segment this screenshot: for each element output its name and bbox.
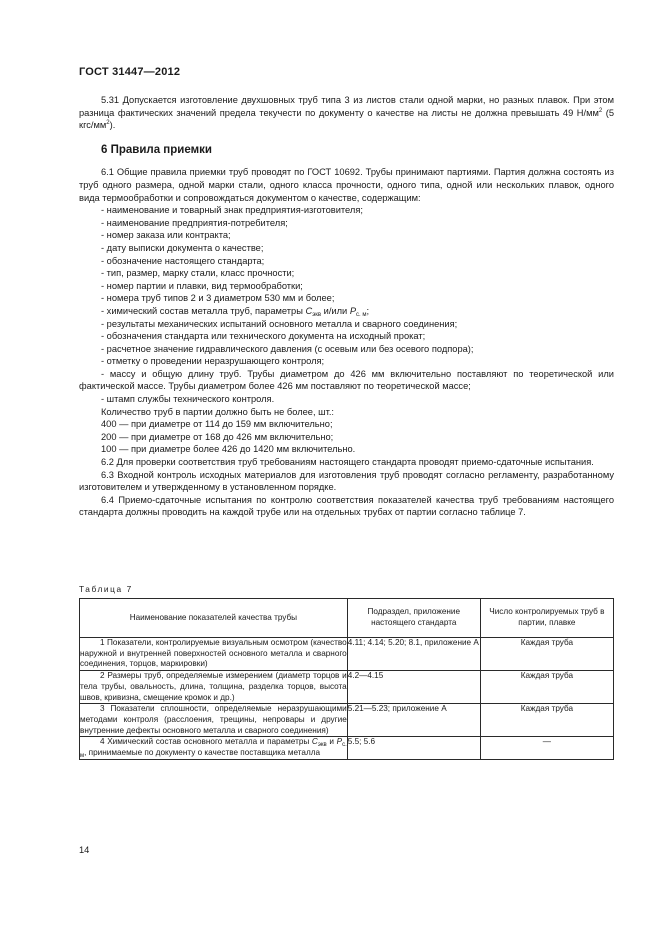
table-cell: 3 Показатели сплошности, определяемые неразрушающими методами контроля (расслоения, трещины, непровары и другие внутренние дефекты основного металла и сварного соединения): [80, 704, 348, 737]
table-7: [79, 598, 614, 760]
list-item: - химический состав металла труб, параметры $C_{экв}$ и/или $P_{с. м}$;: [101, 305, 370, 318]
quantity-line: 100 — при диаметре более 426 до 1420 мм включительно.: [101, 444, 356, 455]
clause-5-31: 5.31 Допускается изготовление двухшовных труб типа 3 из листов стали одной марки, но разных плавок. При этом разница фактических значений предела текучести по документу о качестве на листы не должна превышать 49 $Н/мм^2$ (5 кгс/$мм^2$).: [79, 95, 614, 131]
table-cell: 4.2—4.15: [347, 671, 480, 704]
list-item: - расчетное значение гидравлического давления (с осевым или без осевого подпора);: [101, 343, 474, 354]
table-row: [80, 737, 614, 759]
clause-6-4: 6.4 Приемо-сдаточные испытания по контролю соответствия показателей качества труб требованиям настоящего стандарта должны проводить на каждой трубе или на отдельных трубах от партии согласно таблице 7.: [79, 494, 614, 518]
list-item: - тип, размер, марку стали, класс прочности;: [101, 268, 295, 279]
list-item: - номера труб типов 2 и 3 диаметром 530 мм и более;: [101, 293, 335, 304]
table-cell: 2 Размеры труб, определяемые измерением (диаметр торцов и тела трубы, овальность, длина, толщина, разделка торцов, высота швов, кривизна, смещение кромок и др.): [80, 671, 348, 704]
table-header-cell: Подраздел, приложение настоящего стандарта: [347, 599, 480, 638]
table-cell: —: [480, 737, 613, 759]
quantity-intro: Количество труб в партии должно быть не более, шт.:: [101, 406, 334, 417]
clause-6-1: 6.1 Общие правила приемки труб проводят по ГОСТ 10692. Трубы принимают партиями. Партия должна состоять из труб одного размера, одной марки стали, одного класса прочности, одного типа, одной или нескольких плавок, одного вида термообработки и сопровождаться документом о качестве, содержащим:: [79, 167, 614, 203]
table-row: [80, 638, 614, 671]
page-number: 14: [79, 845, 90, 855]
list-item: - обозначения стандарта или технического документа на исходный прокат;: [101, 331, 426, 342]
list-item: - наименование и товарный знак предприятия-изготовителя;: [101, 205, 363, 216]
table-header-cell: Наименование показателей качества трубы: [80, 599, 348, 638]
table-header-row: [80, 599, 614, 638]
table-cell: 1 Показатели, контролируемые визуальным осмотром (качество наружной и внутренней поверхностей основного металла и сварного соединения, торцов, маркировки): [80, 638, 348, 671]
list-item: - наименование предприятия-потребителя;: [101, 217, 288, 228]
list-item: - обозначение настоящего стандарта;: [101, 255, 265, 266]
document-body: [79, 94, 614, 519]
table-header-cell: Число контролируемых труб в партии, плавке: [480, 599, 613, 638]
table-cell: Каждая труба: [480, 704, 613, 737]
table-cell: 5.21—5.23; приложение А: [347, 704, 480, 737]
list-item: - отметку о проведении неразрушающего контроля;: [101, 356, 325, 367]
document-header: ГОСТ 31447—2012: [79, 66, 181, 78]
table-cell: Каждая труба: [480, 671, 613, 704]
table-cell: 5.5; 5.6: [347, 737, 480, 759]
list-item: - результаты механических испытаний основного металла и сварного соединения;: [101, 318, 458, 329]
list-item: - массу и общую длину труб. Трубы диаметром до 426 мм включительно поставляют по теоретической или фактической массе. Трубы диаметром более 426 мм поставляют по теоретической массе;: [79, 368, 614, 392]
quantity-line: 200 — при диаметре от 168 до 426 мм включительно;: [101, 431, 334, 442]
table-row: [80, 671, 614, 704]
list-item: - номер заказа или контракта;: [101, 230, 231, 241]
table-cell: Каждая труба: [480, 638, 613, 671]
list-item: - номер партии и плавки, вид термообработки;: [101, 280, 303, 291]
list-item: - штамп службы технического контроля.: [101, 394, 275, 405]
section-6-title: 6 Правила приемки: [101, 143, 212, 156]
table-caption: Таблица 7: [79, 584, 133, 594]
list-item: - дату выписки документа о качестве;: [101, 242, 264, 253]
quantity-line: 400 — при диаметре от 114 до 159 мм включительно;: [101, 419, 333, 430]
table-cell: 4.11; 4.14; 5.20; 8.1, приложение А: [347, 638, 480, 671]
table-cell: 4 Химический состав основного металла и параметры $C_{экв}$ и $P_{с. м}$, принимаемые по документу о качестве поставщика металла: [80, 737, 347, 760]
clause-6-2: 6.2 Для проверки соответствия труб требованиям настоящего стандарта проводят приемо-сдаточные испытания.: [101, 457, 594, 468]
clause-6-3: 6.3 Входной контроль исходных материалов для изготовления труб проводят согласно регламенту, разработанному изготовителем и утвержденному в установленном порядке.: [79, 469, 614, 493]
table-row: [80, 704, 614, 737]
